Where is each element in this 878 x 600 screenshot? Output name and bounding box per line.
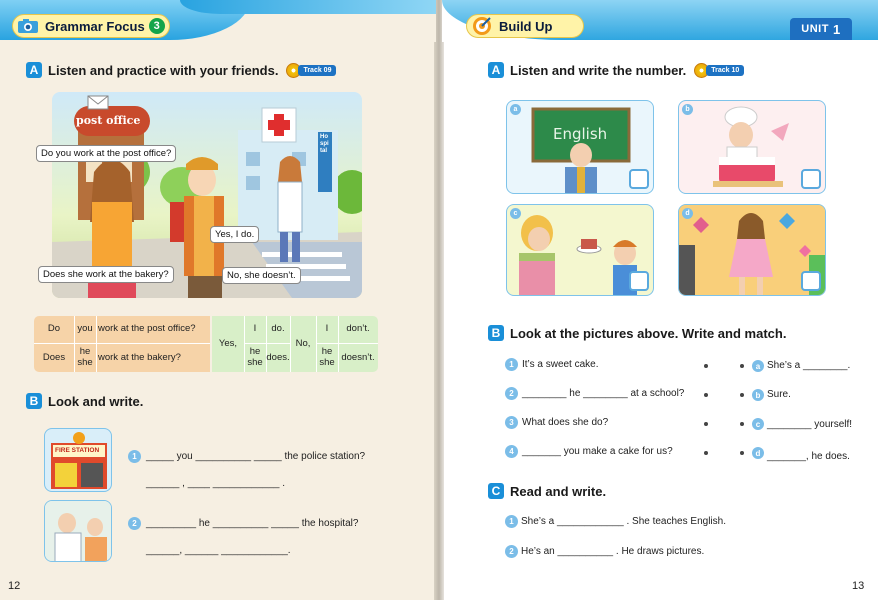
match-left-item[interactable]: It’s a sweet cake. [522,359,599,370]
speech-bubble-answer-2: No, she doesn’t. [222,267,301,284]
table-cell: you [77,323,93,335]
target-icon [469,15,495,37]
picture-label: b [682,104,693,115]
build-up-title: Build Up [499,18,553,34]
section-title: Listen and write the number. [510,62,687,78]
item-number: 1 [128,450,141,463]
item-letter: b [752,389,764,401]
table-cell: work at the bakery? [98,351,181,363]
right-section-c-heading [488,483,606,499]
fire-station-picture [44,428,112,492]
book-gutter [434,0,444,600]
section-letter: B [488,325,504,341]
table-cell: No, [295,337,311,349]
match-right-item[interactable]: She’s a ________. [767,360,851,371]
track-label: Track 09 [298,65,336,76]
track-label: Track 10 [706,65,744,76]
section-title: Listen and practice with your friends. [48,62,279,78]
table-cell: he she [77,346,93,368]
page-number-right: 13 [852,580,865,592]
item-number: 2 [128,517,141,530]
picture-label: a [510,104,521,115]
match-dot-right[interactable] [740,422,744,426]
match-left-item[interactable]: What does she do? [522,417,609,428]
audio-track-button[interactable] [286,63,336,78]
section-letter: B [26,393,42,409]
item-number: 4 [505,445,518,458]
picture-a-teacher [506,100,654,194]
picture-d-party [678,204,826,296]
grammar-focus-title: Grammar Focus [45,18,145,34]
item-letter: a [752,360,764,372]
section-title: Look at the pictures above. Write and match. [510,325,787,341]
page-number-left: 12 [8,580,21,592]
table-cell: I [253,323,257,335]
picture-b-baker [678,100,826,194]
exercise-line[interactable]: _________ he __________ _____ the hospital? [146,518,359,529]
left-section-b-heading [26,393,143,409]
section-title: Look and write. [48,393,144,409]
match-right-item[interactable]: ________ yourself! [767,419,853,430]
exercise-line[interactable]: She’s a ____________ . She teaches English. [521,516,726,527]
match-dot-left[interactable] [704,364,708,368]
table-cell: does. [266,351,290,363]
item-letter: c [752,418,764,430]
answer-box-c[interactable] [629,271,649,291]
left-section-a-heading [26,62,336,78]
match-right-item[interactable]: _______, he does. [767,451,850,462]
chalkboard-text: English [553,125,608,143]
grammar-focus-number: 3 [149,18,165,34]
fire-station-sign: FIRE STATION [55,447,100,454]
match-dot-right[interactable] [740,451,744,455]
table-cell: he she [247,346,263,368]
build-up-banner [466,14,584,38]
audio-track-button[interactable] [694,63,744,78]
item-number: 2 [505,545,518,558]
section-title: Read and write. [510,483,607,499]
match-dot-left[interactable] [704,422,708,426]
speech-bubble-answer-1: Yes, I do. [210,226,259,243]
item-number: 1 [505,515,518,528]
grammar-focus-banner [12,14,170,38]
table-cell: don’t. [346,323,370,335]
match-left-item[interactable]: _______ you make a cake for us? [522,446,673,457]
exercise-line[interactable]: He’s an __________ . He draws pictures. [521,546,705,557]
match-right-item[interactable]: Sure. [767,389,791,400]
hospital-picture [44,500,112,562]
exercise-line[interactable]: ______ , ____ ____________ . [146,478,286,489]
match-dot-left[interactable] [704,451,708,455]
hospital-sign: Hospital [320,134,329,154]
post-office-sign: post office [76,114,141,127]
table-cell: Do [47,323,61,335]
item-letter: d [752,447,764,459]
right-section-b-heading [488,325,786,341]
table-cell: Yes, [218,337,238,349]
match-dot-right[interactable] [740,364,744,368]
table-cell: I [325,323,329,335]
picture-label: c [510,208,521,219]
table-cell: work at the post office? [98,323,196,335]
right-page [442,0,878,600]
item-number: 1 [505,358,518,371]
section-letter: C [488,483,504,499]
table-cell: he she [319,346,335,368]
unit-number: 1 [832,21,841,37]
speech-bubble-question-2: Does she work at the bakery? [38,266,174,283]
grammar-table [34,316,378,372]
answer-box-b[interactable] [801,169,821,189]
picture-c-cake-offer [506,204,654,296]
table-cell: do. [271,323,285,335]
exercise-line[interactable]: _____ you __________ _____ the police station? [146,451,366,462]
answer-box-d[interactable] [801,271,821,291]
camera-icon [15,15,41,37]
item-number: 2 [505,387,518,400]
exercise-line[interactable]: ______, ______ ____________. [146,545,291,556]
speech-bubble-question-1: Do you work at the post office? [36,145,176,162]
unit-label: UNIT [801,23,829,35]
section-letter: A [26,62,42,78]
unit-tab [790,18,852,40]
item-number: 3 [505,416,518,429]
table-cell: doesn’t. [341,351,375,363]
match-left-item[interactable]: ________ he ________ at a school? [522,388,685,399]
right-section-a-heading [488,62,744,78]
match-dot-right[interactable] [740,393,744,397]
section-letter: A [488,62,504,78]
picture-label: d [682,208,693,219]
answer-box-a[interactable] [629,169,649,189]
table-cell: Does [42,351,66,363]
match-dot-left[interactable] [704,393,708,397]
